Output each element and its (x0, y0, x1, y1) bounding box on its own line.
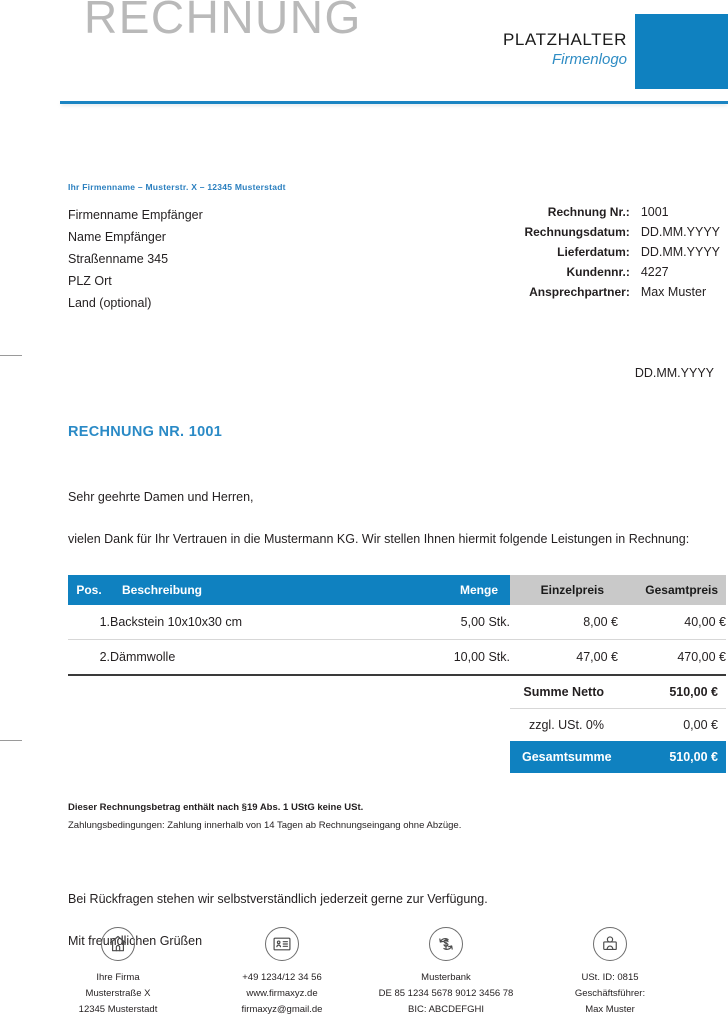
logo-subtitle: Firmenlogo (551, 50, 627, 68)
totals-value-vat: 0,00 € (683, 718, 718, 732)
company-logo (503, 14, 728, 89)
meta-value-invoice-date: DD.MM.YYYY (640, 225, 720, 239)
invoice-title: RECHNUNG NR. 1001 (68, 424, 223, 440)
intro-paragraph: vielen Dank für Ihr Vertrauen in die Mustermann KG. Wir stellen Ihnen hiermit folgende Leistungen in Rechnung: (68, 532, 690, 546)
totals-spacer (68, 741, 510, 773)
cell-quantity: 5,00 Stk. (390, 605, 510, 640)
document-header (0, 0, 728, 108)
totals-label-grand: Gesamtsumme (510, 741, 618, 773)
recipient-line: Firmenname Empfänger (68, 208, 203, 222)
logo-text-group (503, 14, 635, 69)
footer-column-legal (528, 927, 692, 1018)
footer-column-bank (364, 927, 528, 1018)
totals-value-net: 510,00 € (618, 675, 726, 709)
cell-pos: 1. (68, 605, 110, 640)
cell-unit-price: 47,00 € (510, 640, 618, 676)
footer-text-line: Musterstraße X (85, 988, 151, 999)
meta-label-contact-person: Ansprechpartner: (529, 285, 630, 299)
column-header-unit-price: Einzelpreis (510, 575, 618, 605)
column-header-pos: Pos. (68, 575, 110, 605)
home-icon (101, 927, 135, 961)
fold-mark-bottom (0, 740, 22, 741)
line-items-table (68, 575, 726, 773)
footer-text-line: Ihre Firma (96, 972, 140, 983)
recipient-line: PLZ Ort (68, 274, 112, 288)
footer-text-line: Max Muster (585, 1004, 635, 1015)
recipient-line: Name Empfänger (68, 230, 166, 244)
table-row (68, 640, 726, 676)
cell-description: Backstein 10x10x30 cm (110, 605, 390, 640)
meta-value-customer-number: 4227 (640, 265, 669, 279)
legal-notes (68, 799, 720, 835)
page-body (0, 182, 728, 948)
address-and-meta-block (68, 182, 720, 314)
contact-card-icon (265, 927, 299, 961)
table-row (68, 605, 726, 640)
cell-total-price: 40,00 € (618, 605, 726, 640)
line-items-table-wrapper (68, 575, 726, 773)
footer-text-line: BIC: ABCDEFGHI (407, 1004, 484, 1015)
salutation-text: Sehr geehrte Damen und Herren, (68, 490, 254, 504)
regards-text: Mit freundlichen Grüßen (68, 934, 203, 948)
table-header-row (68, 575, 726, 605)
footer-column-contact (200, 927, 364, 1018)
column-header-description: Beschreibung (110, 575, 390, 605)
recipient-line: Land (optional) (68, 296, 152, 310)
footer-column-address (36, 927, 200, 1018)
totals-row-grand (68, 741, 726, 773)
totals-label-vat: zzgl. USt. 0% (528, 718, 604, 732)
footer-text-line: firmaxyz@gmail.de (241, 1004, 323, 1015)
footer-text-line: Geschäftsführer: (574, 988, 646, 999)
vat-exemption-note: Dieser Rechnungsbetrag enthält nach §19 Abs. 1 UStG keine USt. (68, 802, 364, 813)
totals-spacer (68, 675, 510, 709)
invoice-meta-table (524, 202, 720, 302)
footer-text-line: 12345 Musterstadt (78, 1004, 158, 1015)
document-date: DD.MM.YYYY (634, 366, 714, 380)
person-badge-icon (593, 927, 627, 961)
money-transfer-icon (429, 927, 463, 961)
column-header-total-price: Gesamtpreis (618, 575, 726, 605)
cell-unit-price: 8,00 € (510, 605, 618, 640)
footer-text-line: +49 1234/12 34 56 (242, 972, 322, 983)
totals-row-vat (68, 709, 726, 742)
closing-paragraph: Bei Rückfragen stehen wir selbstverständlich jederzeit gerne zur Verfügung. (68, 892, 488, 906)
footer-text-line: Musterbank (421, 972, 471, 983)
table-head (68, 575, 726, 605)
column-header-quantity: Menge (390, 575, 510, 605)
cell-total-price: 470,00 € (618, 640, 726, 676)
meta-value-invoice-number: 1001 (640, 205, 669, 219)
meta-label-customer-number: Kundennr.: (566, 265, 630, 279)
document-footer (0, 927, 728, 1024)
payment-terms-note: Zahlungsbedingungen: Zahlung innerhalb von 14 Tagen ab Rechnungseingang ohne Abzüge. (68, 820, 462, 831)
totals-label-net: Summe Netto (510, 675, 618, 709)
totals-value-grand: 510,00 € (618, 741, 726, 773)
recipient-line: Straßenname 345 (68, 252, 169, 266)
footer-text-line: DE 85 1234 5678 9012 3456 78 (378, 988, 514, 999)
sender-return-address: Ihr Firmenname – Musterstr. X – 12345 Musterstadt (68, 182, 286, 192)
meta-label-invoice-number: Rechnung Nr.: (547, 205, 630, 219)
meta-label-invoice-date: Rechnungsdatum: (524, 225, 630, 239)
header-divider (60, 101, 728, 104)
logo-title: PLATZHALTER (502, 30, 627, 49)
meta-value-delivery-date: DD.MM.YYYY (640, 245, 720, 259)
logo-placeholder-square (635, 14, 728, 89)
cell-description: Dämmwolle (110, 640, 390, 676)
totals-row-net (68, 675, 726, 709)
document-watermark-title: RECHNUNG (84, 0, 362, 43)
meta-label-delivery-date: Lieferdatum: (557, 245, 630, 259)
table-body (68, 605, 726, 773)
cell-pos: 2. (68, 640, 110, 676)
totals-spacer (68, 709, 510, 742)
cell-quantity: 10,00 Stk. (390, 640, 510, 676)
fold-mark-top (0, 355, 22, 356)
footer-text-line: USt. ID: 0815 (581, 972, 639, 983)
footer-text-line: www.firmaxyz.de (246, 988, 318, 999)
meta-value-contact-person: Max Muster (640, 285, 707, 299)
